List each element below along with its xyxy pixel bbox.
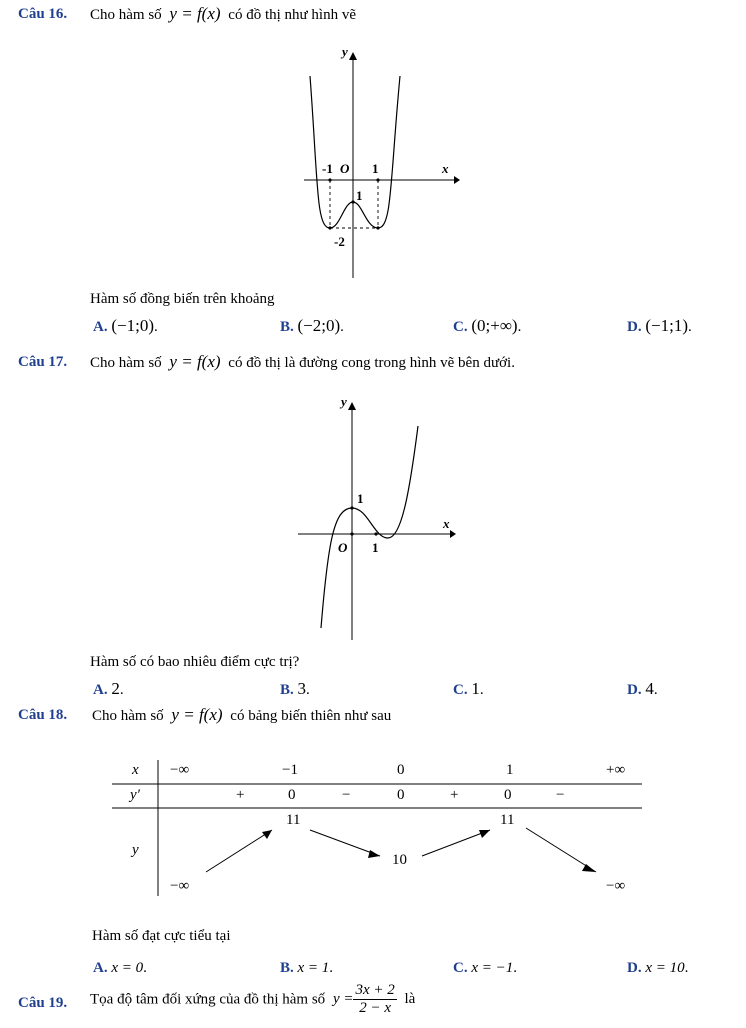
- q17-graph: [294, 392, 464, 642]
- q19-y-eq: y =: [332, 991, 354, 1008]
- q16-option-d[interactable]: [627, 316, 692, 336]
- q16-option-a-text: (−1;0): [111, 316, 154, 335]
- q18-option-b-letter: B.: [280, 960, 294, 976]
- q18-arrow-up-1: [206, 830, 272, 872]
- q17-option-b[interactable]: [280, 679, 310, 699]
- q19-stem: [90, 982, 415, 1018]
- q17-label-x: x: [443, 516, 450, 531]
- q17-y-arrow: [348, 402, 356, 410]
- q18-prompt: Hàm số đạt cực tiểu tại: [92, 928, 231, 944]
- q17-x-arrow: [450, 530, 456, 538]
- q18-option-a-tail: .: [143, 960, 147, 976]
- q19-number: Câu 19.: [18, 995, 68, 1011]
- q18-option-a-letter: A.: [93, 960, 108, 976]
- q18-x-val-2: 0: [397, 762, 405, 778]
- q18-y-val-left: −∞: [170, 878, 190, 894]
- q16-option-b-letter: B.: [280, 319, 294, 335]
- q17-option-a-text: 2: [111, 679, 120, 698]
- q18-option-c[interactable]: [453, 960, 517, 977]
- q18-variation-table: [112, 758, 644, 900]
- q17-prompt: Hàm số có bao nhiêu điểm cực trị?: [90, 654, 300, 670]
- q19-stem-pre: Tọa độ tâm đối xứng của đồ thị hàm số: [90, 991, 326, 1008]
- q16-x-arrow: [454, 176, 460, 184]
- q18-option-d-text: x = 10: [645, 960, 685, 976]
- q18-stem-pre: Cho hàm số: [92, 708, 164, 724]
- q17-label-y: y: [341, 394, 347, 409]
- q18-yp-val-6: −: [556, 787, 565, 803]
- q18-y-val-right: −∞: [606, 878, 626, 894]
- q16-label-y: y: [342, 44, 348, 59]
- q16-option-b-text: (−2;0): [297, 316, 341, 335]
- q17-option-c[interactable]: [453, 679, 484, 699]
- q16-label-y1: 1: [356, 188, 363, 203]
- q16-label-minus1: -1: [322, 161, 333, 176]
- q16-option-d-tail: .: [687, 319, 692, 335]
- q17-option-b-tail: .: [306, 682, 310, 698]
- q16-option-c[interactable]: [453, 316, 521, 336]
- q17-option-a-tail: .: [119, 682, 124, 698]
- q19-frac-num: 3x + 2: [353, 982, 396, 1000]
- q19-frac-den: 2 − x: [359, 1000, 391, 1017]
- q16-option-c-tail: .: [517, 319, 522, 335]
- q17-number: Câu 17.: [18, 354, 68, 370]
- q18-option-b[interactable]: [280, 960, 333, 977]
- q18-row-y-label: y: [132, 842, 139, 858]
- q16-prompt: Hàm số đồng biến trên khoảng: [90, 291, 275, 307]
- q16-option-b-tail: .: [340, 319, 344, 335]
- q16-stem-post: có đồ thị như hình vẽ: [228, 7, 356, 23]
- q17-option-d-letter: D.: [627, 682, 642, 698]
- q18-option-d[interactable]: [627, 960, 688, 977]
- q17-label-y1: 1: [357, 491, 364, 506]
- q16-option-c-text: (0;+∞): [471, 316, 518, 335]
- q16-label-ym2: -2: [334, 234, 345, 249]
- q16-option-d-text: (−1;1): [645, 316, 688, 335]
- q16-number: Câu 16.: [18, 6, 68, 22]
- q17-option-b-text: 3: [297, 679, 307, 698]
- q16-curve: [310, 76, 400, 228]
- q18-x-val-1: −1: [282, 762, 298, 778]
- q18-option-b-text: x = 1: [297, 960, 330, 976]
- q18-arrow-up-2: [422, 830, 490, 856]
- q17-curve: [321, 426, 418, 628]
- q17-function: y = f(x): [169, 352, 221, 371]
- q18-number: Câu 18.: [18, 707, 68, 723]
- q18-yp-val-5: 0: [504, 787, 512, 803]
- q16-label-plus1: 1: [372, 161, 379, 176]
- q18-yp-val-1: 0: [288, 787, 296, 803]
- q17-option-d-text: 4: [645, 679, 654, 698]
- q18-y-val-max2: 11: [500, 812, 515, 828]
- q18-option-d-tail: .: [684, 960, 689, 976]
- q17-option-d[interactable]: [627, 679, 658, 699]
- q18-yp-val-4: +: [450, 787, 459, 803]
- q18-option-d-letter: D.: [627, 960, 642, 976]
- q17-option-c-tail: .: [479, 682, 484, 698]
- q16-option-a-tail: .: [153, 319, 158, 335]
- q18-yp-val-2: −: [342, 787, 351, 803]
- q18-option-a[interactable]: [93, 960, 147, 977]
- q18-option-c-text: x = −1: [471, 960, 514, 976]
- q18-option-a-text: x = 0: [111, 960, 144, 976]
- q18-x-val-3: 1: [506, 762, 514, 778]
- q18-option-c-tail: .: [513, 960, 517, 976]
- q16-option-a-letter: A.: [93, 319, 108, 335]
- q16-option-a[interactable]: [93, 316, 158, 336]
- q16-function: y = f(x): [169, 4, 221, 23]
- q16-stem-pre: Cho hàm số: [90, 7, 162, 23]
- q18-function: y = f(x): [171, 705, 223, 724]
- q18-option-c-letter: C.: [453, 960, 468, 976]
- q16-stem: [90, 4, 356, 24]
- q18-option-b-tail: .: [329, 960, 334, 976]
- q17-stem: [90, 352, 515, 372]
- q18-stem-post: có bảng biến thiên như sau: [230, 708, 392, 724]
- q17-label-plus1: 1: [372, 540, 379, 555]
- q16-option-b[interactable]: [280, 316, 344, 336]
- q18-y-val-max1: 11: [286, 812, 301, 828]
- q17-option-a[interactable]: [93, 679, 124, 699]
- q18-table-lines: [112, 758, 644, 900]
- q17-option-c-letter: C.: [453, 682, 468, 698]
- q16-y-arrow: [349, 52, 357, 60]
- q18-x-val-4: +∞: [606, 762, 626, 778]
- q18-x-val-0: −∞: [170, 762, 190, 778]
- q16-label-x: x: [442, 161, 449, 176]
- q17-stem-post: có đồ thị là đường cong trong hình vẽ bên dưới.: [228, 355, 515, 371]
- q17-stem-pre: Cho hàm số: [90, 355, 162, 371]
- q16-option-c-letter: C.: [453, 319, 468, 335]
- q18-stem: [92, 705, 391, 725]
- q17-option-b-letter: B.: [280, 682, 294, 698]
- q16-graph: [296, 42, 466, 282]
- q17-option-d-tail: .: [653, 682, 658, 698]
- q18-row-yp-label: y′: [130, 787, 140, 803]
- q17-option-c-text: 1: [471, 679, 480, 698]
- q19-fraction: [353, 982, 396, 1018]
- q16-option-d-letter: D.: [627, 319, 642, 335]
- q18-yp-val-0: +: [236, 787, 245, 803]
- q18-row-x-label: x: [132, 762, 139, 778]
- q18-yp-val-3: 0: [397, 787, 405, 803]
- q17-option-a-letter: A.: [93, 682, 108, 698]
- q17-label-origin: O: [338, 540, 348, 555]
- q18-y-val-min: 10: [392, 852, 407, 868]
- q19-stem-post: là: [404, 991, 416, 1008]
- q16-label-origin: O: [340, 161, 350, 176]
